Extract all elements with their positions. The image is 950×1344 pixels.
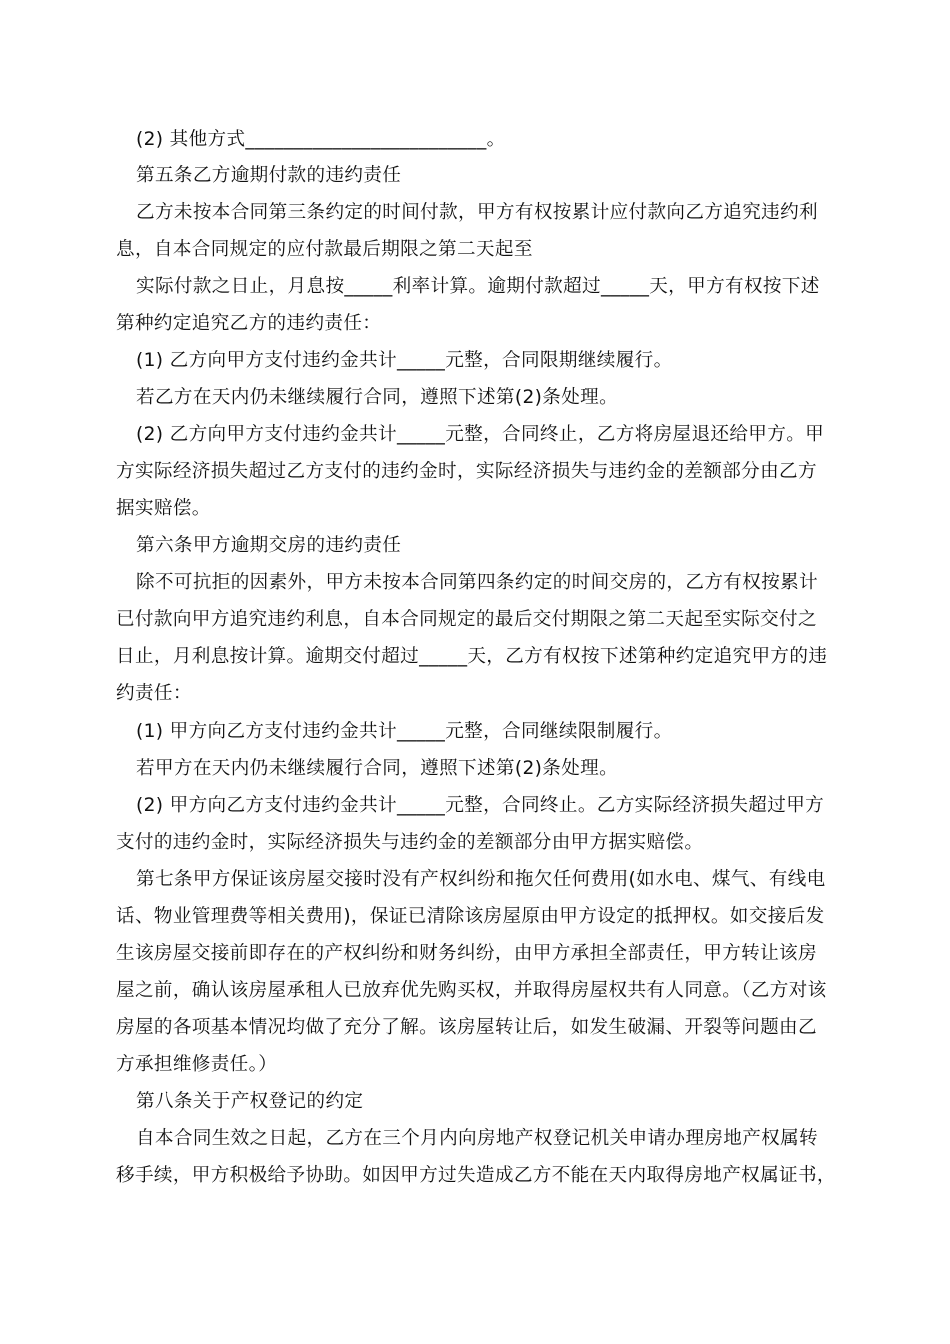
text-line: (1) 甲方向乙方支付违约金共计_____元整，合同继续限制履行。 (136, 721, 673, 742)
text-line: 据实赔偿。 (116, 498, 211, 519)
text-line: 息，自本合同规定的应付款最后期限之第二天起至 (116, 239, 533, 260)
text-line: 方承担维修责任。） (116, 1054, 278, 1075)
text-line: (2) 乙方向甲方支付违约金共计_____元整，合同终止，乙方将房屋退还给甲方。甲 (136, 424, 825, 445)
text-line: 乙方未按本合同第三条约定的时间付款，甲方有权按累计应付款向乙方追究违约利 (136, 202, 818, 223)
text-line: (2) 甲方向乙方支付违约金共计_____元整，合同终止。乙方实际经济损失超过甲方 (136, 795, 825, 816)
text-line: 屋之前，确认该房屋承租人已放弃优先购买权，并取得房屋权共有人同意。（乙方对该 (116, 980, 827, 1001)
text-line: 自本合同生效之日起，乙方在三个月内向房地产权登记机关申请办理房地产权属转 (136, 1128, 818, 1149)
text-line: 第七条甲方保证该房屋交接时没有产权纠纷和拖欠任何费用(如水电、煤气、有线电 (136, 869, 826, 890)
text-line: 日止，月利息按计算。逾期交付超过_____天，乙方有权按下述第种约定追究甲方的违 (116, 646, 828, 667)
section-heading: 第五条乙方逾期付款的违约责任 (136, 165, 402, 186)
text-line: 方实际经济损失超过乙方支付的违约金时，实际经济损失与违约金的差额部分由乙方 (116, 461, 817, 482)
text-line: 已付款向甲方追究违约利息，自本合同规定的最后交付期限之第二天起至实际交付之 (116, 609, 817, 630)
text-line: 移手续，甲方积极给予协助。如因甲方过失造成乙方不能在天内取得房地产权属证书， (116, 1165, 836, 1186)
text-line: 生该房屋交接前即存在的产权纠纷和财务纠纷，由甲方承担全部责任，甲方转让该房 (116, 943, 817, 964)
section-heading: 第六条甲方逾期交房的违约责任 (136, 535, 402, 556)
text-line: 话、物业管理费等相关费用)，保证已清除该房屋原由甲方设定的抵押权。如交接后发 (116, 906, 825, 927)
text-line: 若甲方在天内仍未继续履行合同，遵照下述第(2)条处理。 (136, 758, 619, 779)
text-line: (2) 其他方式_________________________。 (136, 129, 506, 150)
text-line: 实际付款之日止，月息按_____利率计算。逾期付款超过_____天，甲方有权按下述 (136, 276, 820, 297)
text-line: 若乙方在天内仍未继续履行合同，遵照下述第(2)条处理。 (136, 387, 619, 408)
text-line: 房屋的各项基本情况均做了充分了解。该房屋转让后，如发生破漏、开裂等问题由乙 (116, 1017, 817, 1038)
text-line: 除不可抗拒的因素外，甲方未按本合同第四条约定的时间交房的，乙方有权按累计 (136, 572, 818, 593)
text-line: (1) 乙方向甲方支付违约金共计_____元整，合同限期继续履行。 (136, 350, 673, 371)
text-line: 支付的违约金时，实际经济损失与违约金的差额部分由甲方据实赔偿。 (116, 832, 704, 853)
text-line: 约责任： (116, 683, 192, 704)
section-heading: 第八条关于产权登记的约定 (136, 1091, 364, 1112)
text-line: 第种约定追究乙方的违约责任： (116, 313, 382, 334)
